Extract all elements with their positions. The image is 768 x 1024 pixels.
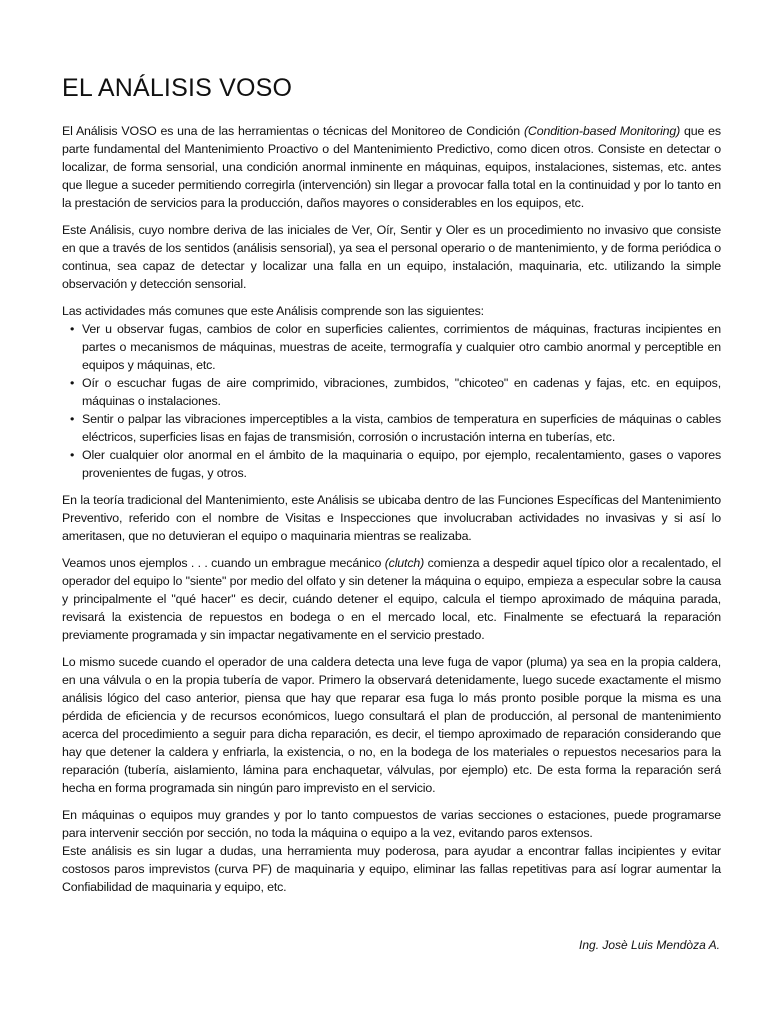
document-body — [62, 122, 721, 905]
list-item — [62, 320, 721, 374]
paragraph-example-clutch — [62, 554, 721, 644]
paragraph-intro-text-a: El Análisis VOSO es una de las herramientas o técnicas del Monitoreo de Condición — [62, 124, 524, 138]
paragraph-example-boiler: Lo mismo sucede cuando el operador de una caldera detecta una leve fuga de vapor (pluma) ya sea en la propia caldera, en una válvula o en la propia tubería de vapor. Primero la observará detenidamente, luego sucede exactamente el mismo análisis lógico del caso anterior, piensa que hay que reparar esa fuga lo más pronto posible porque la misma es una pérdida de eficiencia y de recursos económicos, luego consultará el plan de producción, al personal de mantenimiento acerca del procedimiento a seguir para dicha reparación, es decir, el tiempo aproximado de reparación considerando que hay que detener la caldera y enfriarla, la existencia, o no, en la bodega de los materiales o repuestos necesarios para la reparación (tubería, aislamiento, lámina para enchaquetar, válvulas, por ejemplo) etc. De esta forma la reparación será hecha en forma programada sin ningún paro imprevisto en el servicio. — [62, 655, 721, 795]
bullet-icon: • — [70, 412, 75, 426]
paragraph-conclusion: Este análisis es sin lugar a dudas, una herramienta muy poderosa, para ayudar a encontrar fallas incipientes y evitar costosos paros imprevistos (curva PF) de maquinaria y equipo, eliminar las fallas repetitivas para así lograr aumentar la Confiabilidad de maquinaria y equipo, etc. — [62, 844, 721, 894]
paragraph-intro-text-b: que es parte fundamental del Mantenimiento Proactivo o del Mantenimiento Predictivo, como dicen otros. Consiste en detectar o localizar, de forma sensorial, una condición anormal inminente en máquinas, equipos, instalaciones, sistemas, etc. antes que llegue a suceder permitiendo corregirla (intervención) sin llegar a provocar falla total en la continuidad y por lo tanto en la prestación de servicios para la producción, daños mayores o considerables en los equipos, etc. — [62, 124, 721, 210]
paragraph-large-machines: En máquinas o equipos muy grandes y por lo tanto compuestos de varias secciones o estaciones, puede programarse para intervenir sección por sección, no toda la máquina o equipo a la vez, evitando paros extensos. — [62, 808, 721, 840]
list-item-text: Ver u observar fugas, cambios de color en superficies calientes, corrimientos de máquinas, fracturas incipientes en partes o mecanismos de máquinas, muestras de aceite, termografía y cualquier otro cambio anormal y perceptible en equipos y máquinas, etc. — [82, 322, 721, 372]
activities-list — [62, 320, 721, 482]
bullet-icon: • — [70, 448, 75, 462]
bullet-icon: • — [70, 376, 75, 390]
paragraph-intro — [62, 122, 721, 212]
paragraph-example-italic: (clutch) — [384, 556, 425, 570]
list-item — [62, 446, 721, 482]
bullet-icon: • — [70, 322, 75, 336]
list-item-text: Sentir o palpar las vibraciones imperceptibles a la vista, cambios de temperatura en superficies de máquinas o cables eléctricos, superficies lisas en fajas de transmisión, corrosión o incrustación interna en tuberías, etc. — [82, 412, 721, 444]
document-title: EL ANÁLISIS VOSO — [62, 74, 293, 102]
list-intro: Las actividades más comunes que este Análisis comprende son las siguientes: — [62, 304, 484, 318]
list-item — [62, 374, 721, 410]
author-signature: Ing. Josè Luis Mendòza A. — [579, 938, 720, 952]
paragraph-intro-italic: (Condition-based Monitoring) — [523, 124, 681, 138]
paragraph-definition: Este Análisis, cuyo nombre deriva de las iniciales de Ver, Oír, Sentir y Oler es un procedimiento no invasivo que consiste en que a través de los sentidos (análisis sensorial), ya sea el personal operario o de mantenimiento, y de forma periódica o continua, sea capaz de detectar y localizar una falla en un equipo, instalación, maquinaria, etc. utilizando la simple observación y detección sensorial. — [62, 223, 721, 291]
paragraph-example-text-b: comienza a despedir aquel típico olor a recalentado, el operador del equipo lo "siente" por medio del olfato y sin detener la máquina o equipo, empieza a especular sobre la causa y principalmente el "qué hacer" es decir, cuándo detener el equipo, calcula el tiempo aproximado de máquina parada, revisará la existencia de repuestos en bodega o en el mercado local, etc. Finalmente se efectuará la reparación previamente programada y sin impactar negativamente en el servicio prestado. — [62, 556, 721, 642]
paragraph-traditional-theory: En la teoría tradicional del Mantenimiento, este Análisis se ubicaba dentro de las Funciones Específicas del Mantenimiento Preventivo, referido con el nombre de Visitas e Inspecciones que involucraban actividades no invasivas y si así lo ameritasen, que no detuvieran el equipo o maquinaria mientras se realizaba. — [62, 493, 721, 543]
list-item-text: Oler cualquier olor anormal en el ámbito de la maquinaria o equipo, por ejemplo, recalentamiento, gases o vapores provenientes de fugas, y otros. — [82, 448, 721, 480]
list-item-text: Oír o escuchar fugas de aire comprimido, vibraciones, zumbidos, "chicoteo" en cadenas y fajas, etc. en equipos, máquinas o instalaciones. — [82, 376, 721, 408]
paragraph-example-text-a: Veamos unos ejemplos . . . cuando un embrague mecánico — [62, 556, 385, 570]
list-item — [62, 410, 721, 446]
